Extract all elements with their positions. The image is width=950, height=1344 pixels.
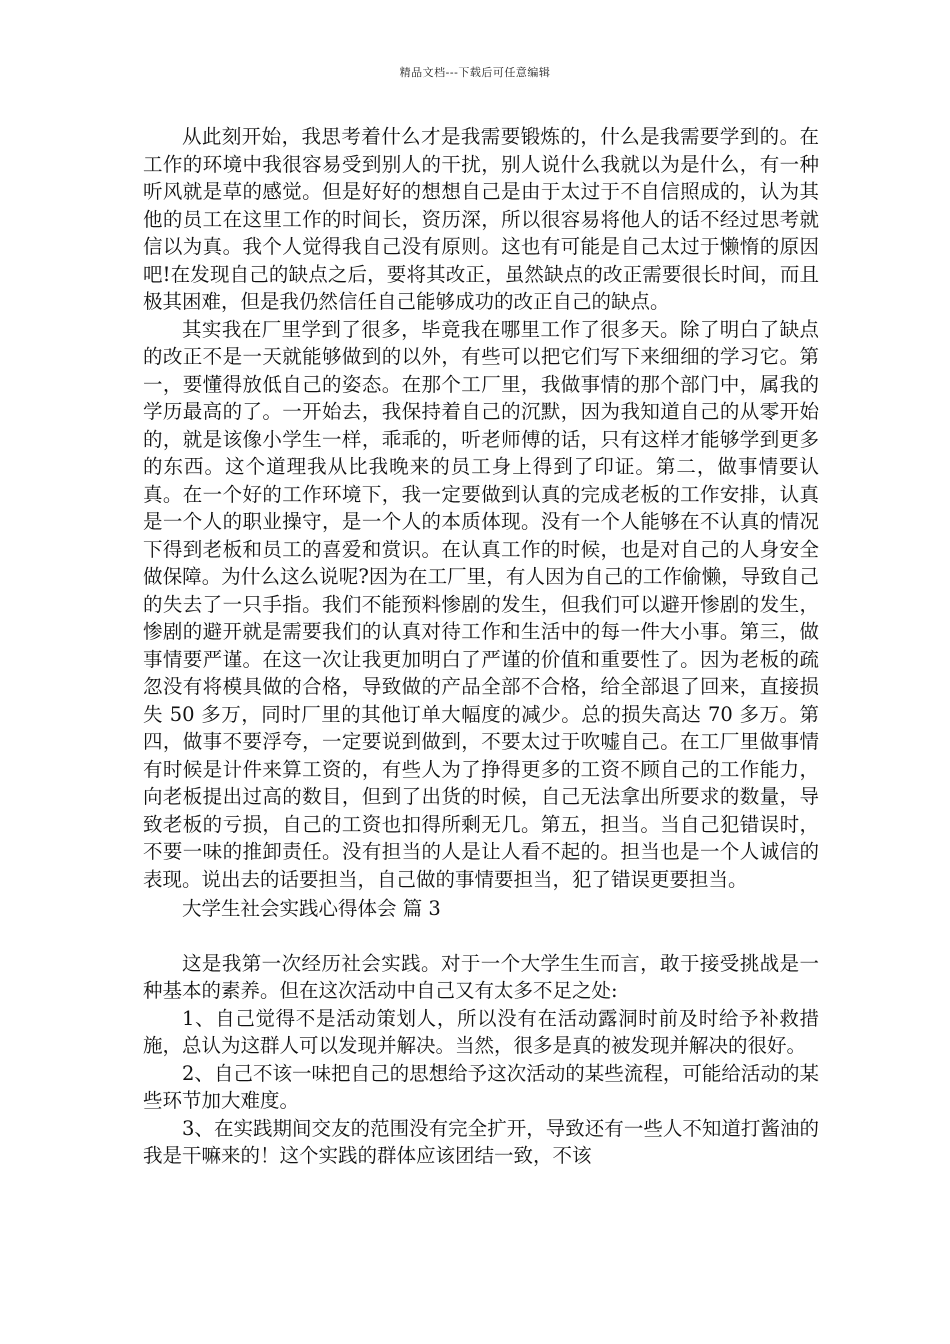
section-list-item-3: 3、在实践期间交友的范围没有完全扩开，导致还有一些人不知道打酱油的我是干嘛来的！这个实践的群体应该团结一致，不该 xyxy=(143,1116,819,1167)
body-paragraph-2: 其实我在厂里学到了很多，毕竟我在哪里工作了很多天。除了明白了缺点的改正不是一天就能够做到的以外，有些可以把它们写下来细细的学习它。第一，要懂得放低自己的姿态。在那个工厂里，我做事情的那个部门中，属我的学历最高的了。一开始去，我保持着自己的沉默，因为我知道自己的从零开始的，就是该像小学生一样，乖乖的，听老师傅的话，只有这样才能够学到更多的东西。这个道理我从比我晚来的员工身上得到了印证。第二，做事情要认真。在一个好的工作环境下，我一定要做到认真的完成老板的工作安排，认真是一个人的职业操守，是一个人的本质体现。没有一个人能够在不认真的情况下得到老板和员工的喜爱和赏识。在认真工作的时候，也是对自己的人身安全做保障。为什么这么说呢?因为在工厂里，有人因为自己的工作偷懒，导致自己的失去了一只手指。我们不能预料惨剧的发生，但我们可以避开惨剧的发生，惨剧的避开就是需要我们的认真对待工作和生活中的每一件大小事。第三，做事情要严谨。在这一次让我更加明白了严谨的价值和重要性了。因为老板的疏忽没有将模具做的合格，导致做的产品全部不合格，给全部退了回来，直接损失 50 多万，同时厂里的其他订单大幅度的减少。总的损失高达 70 多万。第四，做事不要浮夸，一定要说到做到，不要太过于吹嘘自己。在工厂里做事情有时候是计件来算工资的，有些人为了挣得更多的工资不顾自己的工作能力，向老板提出过高的数目，但到了出货的时候，自己无法拿出所要求的数量，导致老板的亏损，自己的工资也扣得所剩无几。第五，担当。当自己犯错误时，不要一味的推卸责任。没有担当的人是让人看不起的。担当也是一个人诚信的表现。说出去的话要担当，自己做的事情要担当，犯了错误更要担当。 xyxy=(143,317,819,891)
document-body xyxy=(143,123,819,1170)
section-paragraph-intro: 这是我第一次经历社会实践。对于一个大学生生而言，敢于接受挑战是一种基本的素养。但在这次活动中自己又有太多不足之处: xyxy=(143,951,819,1002)
section-list-item-1: 1、自己觉得不是活动策划人，所以没有在活动露洞时前及时给予补救措施，总认为这群人可以发现并解决。当然，很多是真的被发现并解决的很好。 xyxy=(143,1006,819,1057)
section-list-item-2: 2、自己不该一味把自己的思想给予这次活动的某些流程，可能给活动的某些环节加大难度。 xyxy=(143,1061,819,1112)
section-heading: 大学生社会实践心得体会 篇 3 xyxy=(182,897,441,920)
body-paragraph-1: 从此刻开始，我思考着什么才是我需要锻炼的，什么是我需要学到的。在工作的环境中我很容易受到别人的干扰，别人说什么我就以为是什么，有一种听风就是草的感觉。但是好好的想想自己是由于太过于不自信照成的，认为其他的员工在这里工作的时间长，资历深，所以很容易将他人的话不经过思考就信以为真。我个人觉得我自己没有原则。这也有可能是自己太过于懒惰的原因吧!在发现自己的缺点之后，要将其改正，虽然缺点的改正需要很长时间，而且极其困难，但是我仍然信任自己能够成功的改正自己的缺点。 xyxy=(143,125,819,313)
page-header-watermark: 精品文档---下载后可任意编辑 xyxy=(399,66,551,79)
